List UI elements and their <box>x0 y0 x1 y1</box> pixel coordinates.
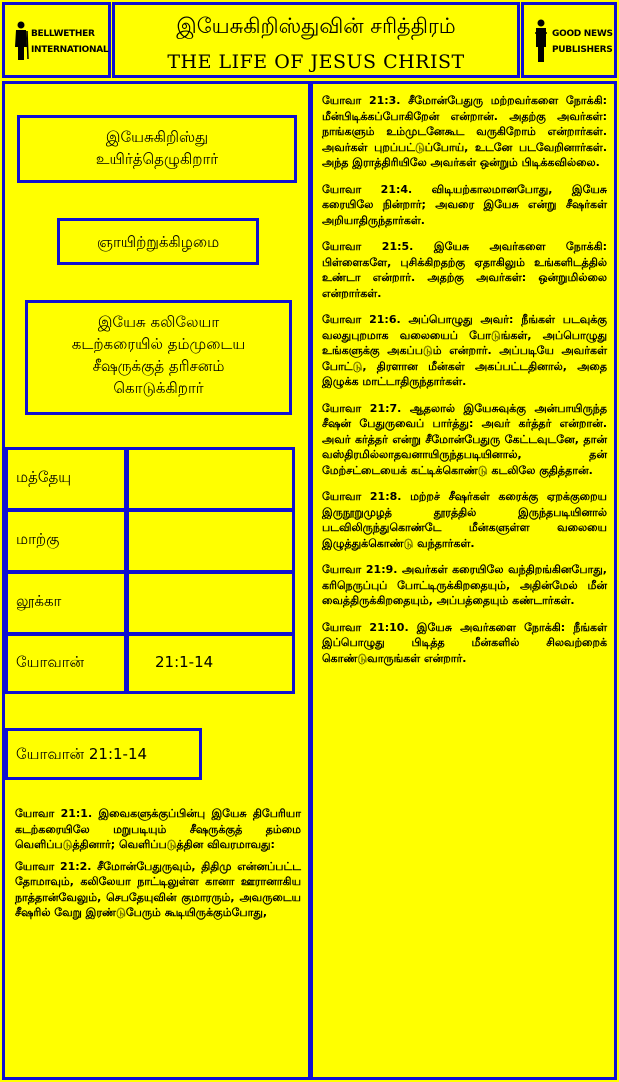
reference-book: மாற்கு <box>16 530 60 548</box>
verse-paragraph: யோவா 21:3. சீமோன்பேதுரு மற்றவர்களை நோக்கி: மீன்பிடிக்கப்போகிறேன் என்றான். அதற்கு அவர்கள்: நாங்களும் உம்முடனேகூட வருகிறோம் என்றார்கள். அவர்கள் புறப்பட்டுப்போய், உடனே படவேறினார்கள். அந்த இராத்திரியிலே அவர்கள் ஒன்றும் பிடிக்கவில்லை. <box>322 94 607 169</box>
header-title-box <box>112 2 520 78</box>
reference-cell-john <box>126 633 295 694</box>
reference-row-mark <box>5 509 127 573</box>
summary-line4: கொடுக்கிறார் <box>113 379 204 397</box>
page-title-tamil: இயேசுகிறிஸ்துவின் சரித்திரம் <box>176 14 456 38</box>
event-title-box <box>17 115 297 183</box>
verse-paragraph: யோவா 21:4. விடியற்காலமானபோது, இயேசு கரையிலே நின்றார்; அவரை இயேசு என்று சீஷர்கள் அறியாதிருந்தார்கள். <box>322 182 607 227</box>
verses-left <box>15 806 301 927</box>
header-right-logo-box <box>521 2 617 78</box>
summary-line3: சீஷருக்குத் தரிசனம் <box>92 357 225 375</box>
verses-right <box>322 93 607 677</box>
reference-row-john <box>5 633 127 694</box>
page-title-english: THE LIFE OF JESUS CHRIST <box>167 51 465 73</box>
event-title-line1: இயேசுகிறிஸ்து <box>105 128 209 146</box>
passage-heading: யோவான் 21:1-14 <box>16 745 148 763</box>
summary-line2: கடற்கரையில் தம்முடைய <box>71 335 246 353</box>
event-title-line2: உயிர்த்தெழுகிறார் <box>95 150 219 168</box>
verse-paragraph: யோவா 21:9. அவர்கள் கரையிலே வந்திறங்கினபோது, கரிநெருப்புப் போட்டிருக்கிறதையும், அதின்மேல் மீன் வைத்திருக்கிறதையும், அப்பத்தையும் கண்டார்கள். <box>322 563 607 607</box>
reference-cell-luke <box>126 571 295 635</box>
verse-paragraph: யோவா 21:1. இவைகளுக்குப்பின்பு இயேசு திபேரியா கடற்கரையிலே மறுபடியும் சீஷருக்குத் தம்மை வெளிப்படுத்தினார்; வெளிப்படுத்தின விவரமாவது: <box>15 807 301 851</box>
verse-paragraph: யோவா 21:5. இயேசு அவர்களை நோக்கி: பிள்ளைகளே, புசிக்கிறதற்கு ஏதாகிலும் உங்களிடத்தில் உண்டா என்றார். அதற்கு அவர்கள்: ஒன்றுமில்லை என்றார்கள். <box>322 240 607 300</box>
verse-paragraph: யோவா 21:7. ஆதலால் இயேசுவுக்கு அன்பாயிருந்த சீஷன் பேதுருவைப் பார்த்து: அவர் கர்த்தர் என்றான். அவர் கர்த்தர் என்று சீமோன்பேதுரு கேட்டவுடனே, தான் வஸ்திரமில்லாதவனாயிருந்தபடியினால், தன் மேற்சட்டையைக் கட்டிக்கொண்டு கடலிலே குதித்தான். <box>322 401 607 477</box>
reference-book: மத்தேயு <box>16 468 72 486</box>
summary-box <box>25 300 292 415</box>
reference-row-luke <box>5 571 127 635</box>
verse-paragraph: யோவா 21:8. மற்றச் சீஷர்கள் கரைக்கு ஏறக்குறைய இருநூறுமுழத் தூரத்தில் இருந்தபடியினால் படவிலிருந்துகொண்டே மீன்களுள்ள வலையை இழுத்துக்கொண்டு வந்தார்கள். <box>322 490 607 550</box>
reference-value: 21:1-14 <box>155 653 214 671</box>
left-column <box>2 81 311 1080</box>
left-logo-line2: INTERNATIONAL <box>31 45 109 55</box>
reference-cell-matthew <box>126 447 295 511</box>
verse-paragraph: யோவா 21:6. அப்பொழுது அவர்: நீங்கள் படவுக்கு வலதுபுறமாக வலையைப் போடுங்கள், அப்பொழுது உங்களுக்கு அகப்படும் என்றார். அப்படியே அவர்கள் போட்டு, திரளான மீன்கள் அகப்பட்டதினால், அதை இழுக்க மாட்டாதிருந்தார்கள். <box>322 313 607 388</box>
reference-row-matthew <box>5 447 127 511</box>
reference-book: லூக்கா <box>16 592 62 610</box>
right-column <box>310 81 617 1080</box>
summary-line1: இயேசு கலிலேயா <box>97 313 220 331</box>
day-box <box>57 218 259 265</box>
right-logo-line2: PUBLISHERS <box>552 45 613 55</box>
good-news-figure-icon <box>534 19 548 63</box>
reference-book: யோவான் <box>16 653 85 671</box>
right-logo-line1: GOOD NEWS <box>552 29 613 39</box>
header-left-logo-box <box>2 2 111 78</box>
verse-paragraph: யோவா 21:10. இயேசு அவர்களை நோக்கி: நீங்கள் இப்பொழுது பிடித்த மீன்களில் சிலவற்றைக் கொண்டுவாருங்கள் என்றார். <box>322 620 607 665</box>
bellwether-figure-icon <box>13 21 29 61</box>
reference-cell-mark <box>126 509 295 573</box>
verse-paragraph: யோவா 21:2. சீமோன்பேதுருவும், திதிமு என்னப்பட்ட தோமாவும், கலிலேயா நாட்டிலுள்ள கானா ஊரானாகிய நாத்தான்வேலும், செபதேயுவின் குமாரரும், அவருடைய சீஷரில் வேறு இரண்டுபேரும் கூடியிருக்கும்போது, <box>15 859 301 919</box>
passage-heading-box <box>5 728 202 780</box>
left-logo-line1: BELLWETHER <box>31 29 95 39</box>
day-label: ஞாயிற்றுக்கிழமை <box>96 233 220 251</box>
